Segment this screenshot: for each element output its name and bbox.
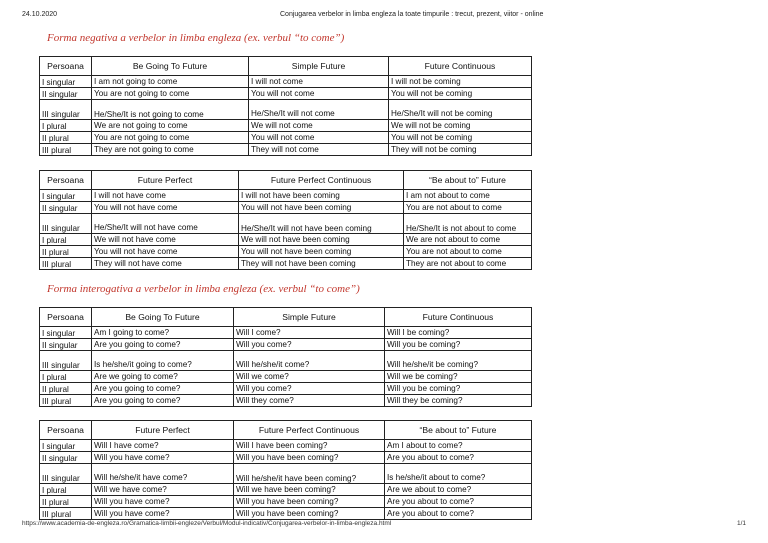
conjugation-cell: Are you about to come?: [385, 496, 532, 508]
person-cell: III singular: [40, 351, 92, 371]
table-row: [40, 440, 532, 452]
person-cell: I plural: [40, 234, 92, 246]
column-header: “Be about to” Future: [404, 171, 532, 190]
table-row: [40, 76, 532, 88]
person-cell: II singular: [40, 452, 92, 464]
conjugation-cell: Will we be coming?: [385, 371, 532, 383]
conjugation-cell: Will he/she/it be coming?: [385, 351, 532, 371]
conjugation-cell: Is he/she/it about to come?: [385, 464, 532, 484]
person-cell: II plural: [40, 132, 92, 144]
conjugation-cell: Will you have come?: [92, 496, 234, 508]
conjugation-cell: They will not have come: [92, 258, 239, 270]
column-header: Future Perfect Continuous: [239, 171, 404, 190]
conjugation-cell: You will not have come: [92, 202, 239, 214]
table-row: [40, 214, 532, 234]
print-date: 24.10.2020: [22, 11, 58, 18]
column-header: Be Going To Future: [92, 308, 234, 327]
conjugation-cell: Are you going to come?: [92, 339, 234, 351]
conjugation-cell: You are not about to come: [404, 246, 532, 258]
conjugation-cell: We will not have been coming: [239, 234, 404, 246]
column-header: Be Going To Future: [92, 57, 249, 76]
column-header: “Be about to” Future: [385, 421, 532, 440]
conjugation-cell: You will not have been coming: [239, 202, 404, 214]
conjugation-cell: Will they be coming?: [385, 395, 532, 407]
conjugation-cell: We are not going to come: [92, 120, 249, 132]
conjugation-cell: Are you about to come?: [385, 508, 532, 520]
person-cell: I singular: [40, 327, 92, 339]
conjugation-cell: You will not have come: [92, 246, 239, 258]
conjugation-cell: He/She/It is not going to come: [92, 100, 249, 120]
conjugation-cell: You will not have been coming: [239, 246, 404, 258]
conjugation-cell: Will you have come?: [92, 452, 234, 464]
person-cell: III plural: [40, 508, 92, 520]
conjugation-cell: We are not about to come: [404, 234, 532, 246]
conjugation-cell: You will not be coming: [389, 132, 532, 144]
conjugation-cell: You are not going to come: [92, 88, 249, 100]
person-cell: III singular: [40, 100, 92, 120]
person-cell: III plural: [40, 144, 92, 156]
column-header: Future Continuous: [385, 308, 532, 327]
conjugation-cell: Will we come?: [234, 371, 385, 383]
person-cell: III plural: [40, 395, 92, 407]
conjugation-cell: We will not have come: [92, 234, 239, 246]
conjugation-cell: I am not about to come: [404, 190, 532, 202]
conjugation-cell: Am I going to come?: [92, 327, 234, 339]
table-row: [40, 190, 532, 202]
table-header-row: [40, 171, 532, 190]
conjugation-cell: He/She/It will not come: [249, 100, 389, 120]
conjugation-cell: They are not about to come: [404, 258, 532, 270]
conjugation-cell: Will he/she/it come?: [234, 351, 385, 371]
table-row: [40, 383, 532, 395]
table-row: [40, 234, 532, 246]
person-cell: III singular: [40, 214, 92, 234]
conjugation-cell: Are you about to come?: [385, 452, 532, 464]
table-row: [40, 464, 532, 484]
conjugation-cell: Will I be coming?: [385, 327, 532, 339]
conjugation-cell: You are not about to come: [404, 202, 532, 214]
conjugation-cell: Will you have come?: [92, 508, 234, 520]
table-row: [40, 327, 532, 339]
person-cell: II singular: [40, 339, 92, 351]
negative-heading: Forma negativa a verbelor in limba engleza (ex. verbul “to come”): [47, 32, 345, 44]
table-row: [40, 258, 532, 270]
conjugation-cell: Are we about to come?: [385, 484, 532, 496]
conjugation-cell: Will I have come?: [92, 440, 234, 452]
conjugation-cell: He/She/It will not have come: [92, 214, 239, 234]
column-header: Future Continuous: [389, 57, 532, 76]
conjugation-cell: They will not be coming: [389, 144, 532, 156]
column-header: Future Perfect: [92, 171, 239, 190]
conjugation-cell: I will not be coming: [389, 76, 532, 88]
conjugation-cell: Will we have been coming?: [234, 484, 385, 496]
conjugation-cell: You are not going to come: [92, 132, 249, 144]
conjugation-cell: He/She/It is not about to come: [404, 214, 532, 234]
table-row: [40, 120, 532, 132]
column-header: Persoana: [40, 308, 92, 327]
table-row: [40, 371, 532, 383]
person-cell: II singular: [40, 202, 92, 214]
person-cell: III singular: [40, 464, 92, 484]
conjugation-cell: You will not come: [249, 132, 389, 144]
person-cell: I plural: [40, 371, 92, 383]
table-row: [40, 202, 532, 214]
conjugation-cell: I will not come: [249, 76, 389, 88]
print-title: Conjugarea verbelor in limba engleza la toate timpurile : trecut, prezent, viitor - online: [280, 11, 544, 18]
conjugation-cell: Will they come?: [234, 395, 385, 407]
conjugation-cell: He/She/It will not be coming: [389, 100, 532, 120]
conjugation-cell: Will he/she/it have been coming?: [234, 464, 385, 484]
conjugation-cell: Will you have been coming?: [234, 508, 385, 520]
table-row: [40, 246, 532, 258]
page-number: 1/1: [737, 520, 747, 527]
conjugation-cell: Will you be coming?: [385, 383, 532, 395]
negative-table-1: [39, 56, 532, 156]
conjugation-cell: Will you have been coming?: [234, 452, 385, 464]
person-cell: I singular: [40, 190, 92, 202]
conjugation-cell: Are you going to come?: [92, 395, 234, 407]
conjugation-cell: Will you come?: [234, 383, 385, 395]
column-header: Future Perfect: [92, 421, 234, 440]
conjugation-cell: You will not be coming: [389, 88, 532, 100]
conjugation-cell: They will not have been coming: [239, 258, 404, 270]
table-row: [40, 496, 532, 508]
conjugation-cell: Will I have been coming?: [234, 440, 385, 452]
column-header: Persoana: [40, 57, 92, 76]
conjugation-cell: Are we going to come?: [92, 371, 234, 383]
person-cell: I singular: [40, 440, 92, 452]
table-header-row: [40, 421, 532, 440]
conjugation-cell: I am not going to come: [92, 76, 249, 88]
table-row: [40, 144, 532, 156]
table-row: [40, 132, 532, 144]
table-row: [40, 339, 532, 351]
table-row: [40, 484, 532, 496]
conjugation-cell: We will not come: [249, 120, 389, 132]
person-cell: I singular: [40, 76, 92, 88]
conjugation-cell: Will you have been coming?: [234, 496, 385, 508]
table-header-row: [40, 308, 532, 327]
column-header: Persoana: [40, 171, 92, 190]
column-header: Simple Future: [249, 57, 389, 76]
conjugation-cell: They are not going to come: [92, 144, 249, 156]
interrogative-heading: Forma interogativa a verbelor in limba engleza (ex. verbul “to come”): [47, 283, 360, 295]
table-row: [40, 508, 532, 520]
conjugation-cell: Are you going to come?: [92, 383, 234, 395]
person-cell: II plural: [40, 496, 92, 508]
conjugation-cell: I will not have been coming: [239, 190, 404, 202]
conjugation-cell: Is he/she/it going to come?: [92, 351, 234, 371]
conjugation-cell: Will you be coming?: [385, 339, 532, 351]
person-cell: I plural: [40, 484, 92, 496]
table-row: [40, 88, 532, 100]
person-cell: II singular: [40, 88, 92, 100]
table-row: [40, 395, 532, 407]
conjugation-cell: Will he/she/it have come?: [92, 464, 234, 484]
print-url: https://www.academia-de-engleza.ro/Gramatica-limbii-engleze/Verbul/Modul-indicativ/Conjugarea-verbelor-in-limba-engleza.html: [22, 520, 392, 527]
conjugation-cell: I will not have come: [92, 190, 239, 202]
conjugation-cell: He/She/It will not have been coming: [239, 214, 404, 234]
column-header: Future Perfect Continuous: [234, 421, 385, 440]
negative-table-2: [39, 170, 532, 270]
interrogative-table-1: [39, 307, 532, 407]
table-row: [40, 100, 532, 120]
conjugation-cell: Am I about to come?: [385, 440, 532, 452]
person-cell: II plural: [40, 246, 92, 258]
table-row: [40, 351, 532, 371]
conjugation-cell: Will I come?: [234, 327, 385, 339]
conjugation-cell: You will not come: [249, 88, 389, 100]
interrogative-table-2: [39, 420, 532, 520]
conjugation-cell: We will not be coming: [389, 120, 532, 132]
column-header: Persoana: [40, 421, 92, 440]
conjugation-cell: Will we have come?: [92, 484, 234, 496]
person-cell: II plural: [40, 383, 92, 395]
column-header: Simple Future: [234, 308, 385, 327]
table-header-row: [40, 57, 532, 76]
person-cell: I plural: [40, 120, 92, 132]
conjugation-cell: They will not come: [249, 144, 389, 156]
table-row: [40, 452, 532, 464]
person-cell: III plural: [40, 258, 92, 270]
conjugation-cell: Will you come?: [234, 339, 385, 351]
